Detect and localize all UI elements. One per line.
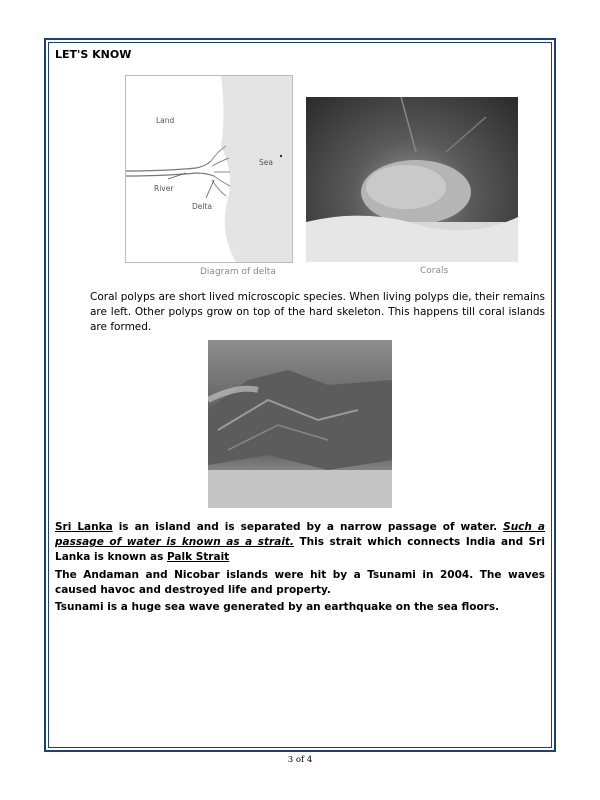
delta-label: Delta xyxy=(192,202,213,211)
strait-definition: Such a passage of water is known as a strait. xyxy=(55,521,545,548)
strait-paragraph: Sri Lanka is an island and is separated by a narrow passage of water. Such a passage of water is known as a strait. This strait which connects India and Sri Lanka is known as Palk Strait xyxy=(55,521,546,563)
sri-lanka-term: Sri Lanka xyxy=(55,521,113,533)
coral-paragraph: Coral polyps are short lived microscopic species. When living polyps die, their remains are left. Other polyps grow on top of the hard skeleton. This happens till coral islands are formed. xyxy=(90,291,545,333)
page-number: 3 of 4 xyxy=(287,755,313,765)
delta-caption: Diagram of delta xyxy=(200,267,276,277)
strait-photo-texture xyxy=(208,340,392,508)
river-label: River xyxy=(154,184,174,193)
strait-photo xyxy=(208,340,392,508)
delta-diagram xyxy=(125,75,293,263)
coral-caption: Corals xyxy=(420,266,449,276)
sea-label: Sea xyxy=(259,158,273,167)
coral-photo-texture xyxy=(306,97,518,262)
delta-diagram-drawing xyxy=(126,76,292,262)
section-heading: LET'S KNOW xyxy=(55,48,132,61)
tsunami-definition: Tsunami is a huge sea wave generated by an earthquake on the sea floors. xyxy=(55,601,500,613)
palk-strait-term: Palk Strait xyxy=(166,551,230,563)
land-label: Land xyxy=(156,116,175,125)
coral-photo xyxy=(306,97,518,262)
tsunami-paragraph: The Andaman and Nicobar islands were hit by a Tsunami in 2004. The waves caused havoc and destroyed life and property. xyxy=(55,569,545,596)
